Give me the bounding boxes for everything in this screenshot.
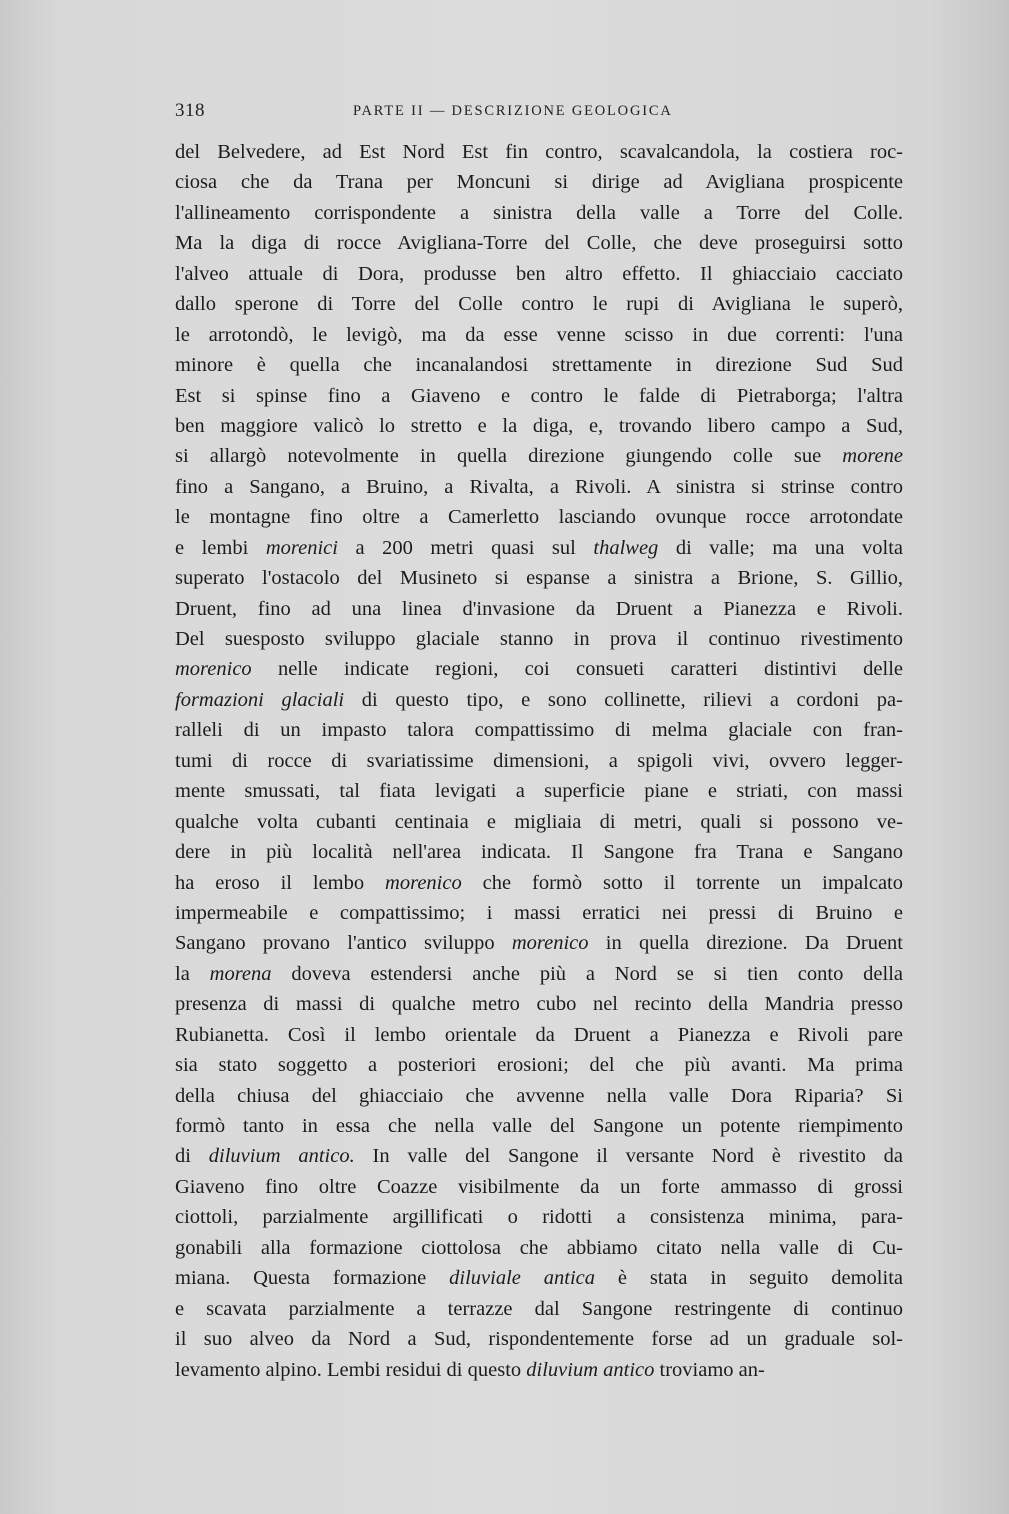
- text-segment: sia stato soggetto a posteriori erosioni; del che più avanti. Ma prima: [175, 1054, 903, 1077]
- text-segment: di valle; ma una volta: [658, 536, 903, 559]
- text-segment: che formò sotto il torrente un impalcato: [461, 871, 903, 894]
- text-segment: Del suesposto sviluppo glaciale stanno in prova il continuo rivestimento: [175, 628, 903, 650]
- italic-term: morenico: [175, 658, 252, 681]
- text-segment: qualche volta cubanti centinaia e migliaia di metri, quali si possono ve-: [175, 810, 903, 833]
- text-segment: Rubianetta. Così il lembo orientale da Druent a Pianezza e Rivoli pare: [175, 1023, 903, 1046]
- text-segment: dallo sperone di Torre del Colle contro le rupi di Avigliana le superò,: [175, 293, 903, 316]
- text-segment: fino a Sangano, a Bruino, a Rivalta, a Rivoli. A sinistra si strinse contro: [175, 475, 903, 498]
- text-line: [175, 502, 903, 532]
- text-segment: l'allineamento corrispondente a sinistra della valle a Torre del Colle.: [175, 201, 903, 224]
- text-line: [175, 837, 903, 867]
- text-line: [175, 868, 903, 898]
- text-segment: Est si spinse fino a Giaveno e contro le falde di Pietraborga; l'altra: [175, 384, 903, 407]
- text-segment: e lembi: [175, 536, 266, 559]
- italic-term: formazioni glaciali: [175, 688, 345, 711]
- text-segment: mente smussati, tal fiata levigati a superficie piane e striati, con massi: [175, 780, 903, 803]
- text-line: [175, 959, 903, 989]
- text-line: [175, 654, 903, 684]
- text-line: [175, 259, 903, 289]
- text-segment: e scavata parzialmente a terrazze dal Sangone restringente di continuo: [175, 1297, 903, 1320]
- text-segment: ben maggiore valicò lo stretto e la diga, e, trovando libero campo a Sud,: [175, 414, 903, 437]
- italic-term: diluvium antico: [526, 1358, 655, 1381]
- text-segment: le arrotondò, le levigò, ma da esse venne scisso in due correnti: l'una: [175, 323, 903, 346]
- text-line: [175, 1202, 903, 1232]
- text-segment: doveva estendersi anche più a Nord se si tien conto della: [271, 962, 904, 985]
- text-segment: ralleli di un impasto talora compattissimo di melma glaciale con fran-: [175, 719, 903, 742]
- text-line: [175, 1324, 903, 1354]
- italic-term: morenico: [385, 871, 462, 894]
- text-line: [175, 807, 903, 837]
- text-segment: l'alveo attuale di Dora, produsse ben altro effetto. Il ghiacciaio cacciato: [175, 262, 903, 285]
- italic-term: morena: [209, 962, 272, 985]
- text-line: [175, 137, 903, 167]
- text-line: [175, 1172, 903, 1202]
- text-segment: levamento alpino. Lembi residui di questo: [175, 1358, 527, 1381]
- text-segment: gonabili alla formazione ciottolosa che abbiamo citato nella valle di Cu-: [175, 1236, 903, 1259]
- text-segment: le montagne fino oltre a Camerletto lasciando ovunque rocce arrotondate: [175, 506, 903, 529]
- text-segment: in quella direzione. Da Druent: [588, 932, 903, 955]
- text-segment: impermeabile e compattissimo; i massi erratici nei pressi di Bruino e: [175, 901, 903, 924]
- text-line: [175, 1141, 903, 1171]
- text-segment: ciosa che da Trana per Moncuni si dirige ad Avigliana prospicente: [175, 171, 903, 194]
- text-segment: presenza di massi di qualche metro cubo nel recinto della Mandria presso: [175, 993, 903, 1016]
- text-line: [175, 776, 903, 806]
- text-segment: troviamo an-: [654, 1358, 765, 1381]
- text-segment: dere in più località nell'area indicata. Il Sangone fra Trana e Sangano: [175, 841, 903, 864]
- text-line: [175, 198, 903, 228]
- text-line: [175, 989, 903, 1019]
- italic-term: thalweg: [593, 536, 659, 559]
- text-line: [175, 594, 903, 624]
- text-segment: a 200 metri quasi sul: [337, 536, 594, 559]
- text-line: [175, 441, 903, 471]
- italic-term: morenici: [265, 536, 338, 559]
- text-segment: miana. Questa formazione: [175, 1267, 450, 1290]
- text-segment: Ma la diga di rocce Avigliana-Torre del Colle, che deve proseguirsi sotto: [175, 232, 903, 255]
- text-line: [175, 1050, 903, 1080]
- text-line: [175, 533, 903, 563]
- page-header: [175, 100, 903, 126]
- text-segment: Druent, fino ad una linea d'invasione da Druent a Pianezza e Rivoli.: [175, 597, 903, 620]
- text-line: [175, 381, 903, 411]
- text-line: [175, 715, 903, 745]
- text-segment: della chiusa del ghiacciaio che avvenne nella valle Dora Riparia? Si: [175, 1084, 903, 1107]
- text-line: [175, 1081, 903, 1111]
- text-line: [175, 167, 903, 197]
- text-segment: di: [175, 1145, 209, 1168]
- text-line: [175, 563, 903, 593]
- text-segment: ciottoli, parzialmente argillificati o ridotti a consistenza minima, para-: [175, 1206, 903, 1229]
- text-segment: è stata in seguito demolita: [595, 1267, 903, 1290]
- text-line: [175, 1111, 903, 1141]
- italic-term: morenico: [511, 932, 589, 955]
- text-line: [175, 624, 903, 654]
- text-line: [175, 228, 903, 258]
- text-segment: Giaveno fino oltre Coazze visibilmente da un forte ammasso di grossi: [175, 1175, 903, 1198]
- text-segment: nelle indicate regioni, coi consueti caratteri distintivi delle: [251, 658, 903, 681]
- page-number: 318: [175, 100, 205, 121]
- running-head: PARTE II — DESCRIZIONE GEOLOGICA: [353, 103, 673, 119]
- text-segment: ha eroso il lembo: [175, 871, 386, 894]
- text-segment: formò tanto in essa che nella valle del Sangone un potente riempimento: [175, 1115, 903, 1137]
- text-line: [175, 1233, 903, 1263]
- text-line: [175, 289, 903, 319]
- text-line: [175, 472, 903, 502]
- text-segment: In valle del Sangone il versante Nord è rivestito da: [354, 1145, 903, 1168]
- text-line: [175, 746, 903, 776]
- text-line: [175, 350, 903, 380]
- text-segment: di questo tipo, e sono collinette, rilievi a cordoni pa-: [344, 688, 903, 711]
- text-segment: tumi di rocce di svariatissime dimensioni, a spigoli vivi, ovvero legger-: [175, 749, 903, 772]
- italic-term: diluvium antico.: [208, 1145, 355, 1168]
- text-line: [175, 685, 903, 715]
- text-segment: Sangano provano l'antico sviluppo: [175, 932, 512, 955]
- text-segment: minore è quella che incanalandosi strettamente in direzione Sud Sud: [175, 354, 903, 377]
- italic-term: diluviale antica: [449, 1267, 595, 1290]
- text-segment: la: [175, 962, 210, 985]
- body-text: [175, 137, 903, 1385]
- text-segment: si allargò notevolmente in quella direzione giungendo colle sue: [175, 445, 843, 468]
- text-line: [175, 928, 903, 958]
- text-segment: del Belvedere, ad Est Nord Est fin contro, scavalcandola, la costiera roc-: [175, 141, 903, 163]
- text-line: [175, 1355, 903, 1385]
- text-line: [175, 1294, 903, 1324]
- text-line: [175, 1263, 903, 1293]
- text-line: [175, 411, 903, 441]
- text-line: [175, 898, 903, 928]
- text-line: [175, 1020, 903, 1050]
- text-segment: il suo alveo da Nord a Sud, rispondentemente forse ad un graduale sol-: [175, 1328, 903, 1351]
- italic-term: morene: [842, 445, 903, 468]
- text-segment: superato l'ostacolo del Musineto si espanse a sinistra a Brione, S. Gillio,: [175, 567, 903, 590]
- text-line: [175, 320, 903, 350]
